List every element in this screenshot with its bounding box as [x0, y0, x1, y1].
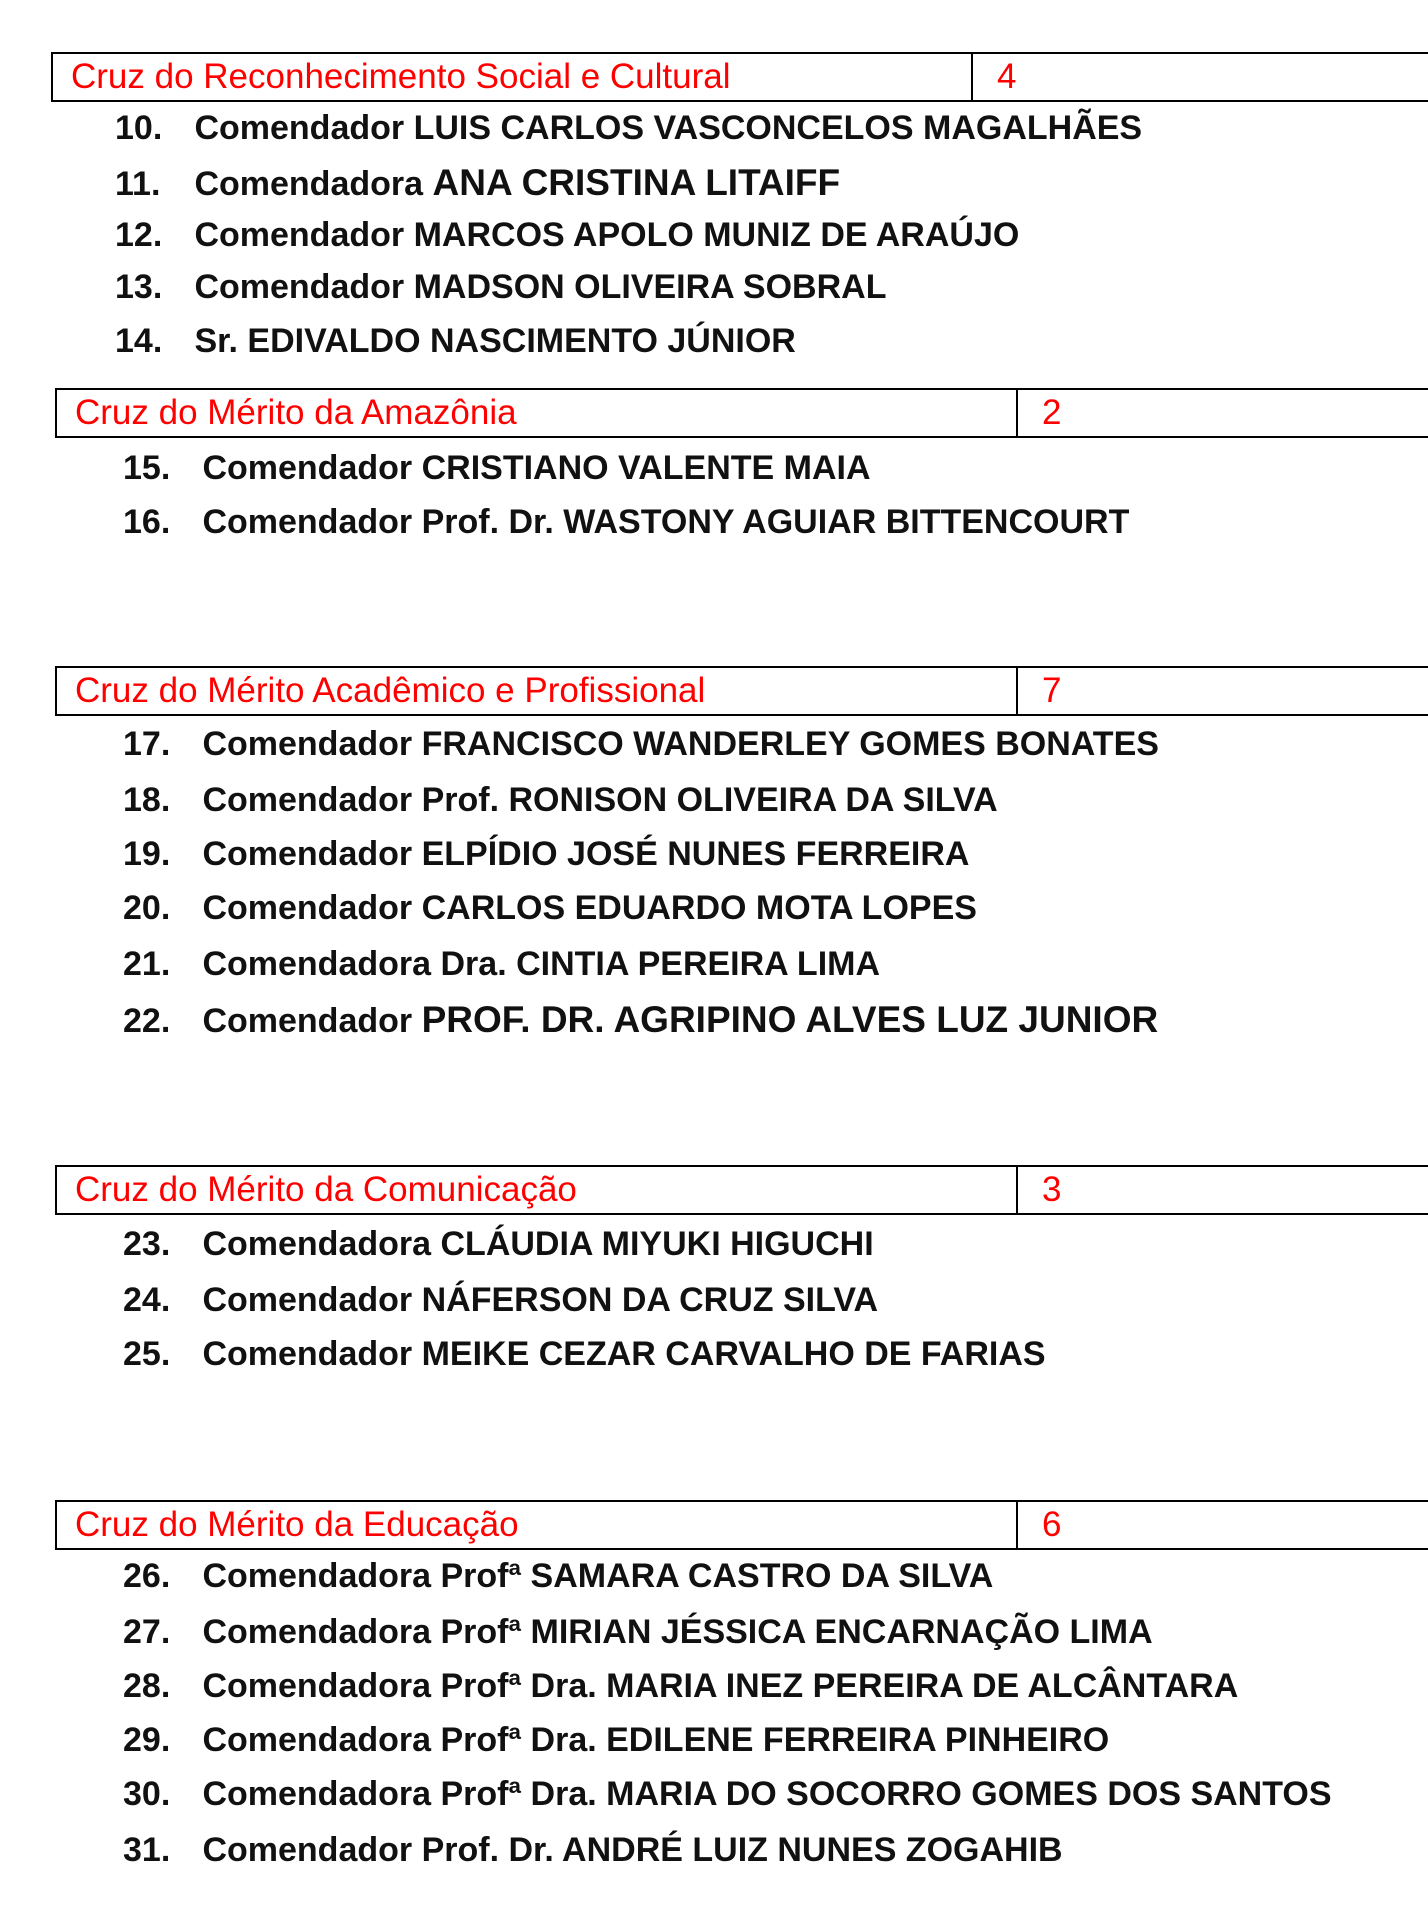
item-name: Profª MIRIAN JÉSSICA ENCARNAÇÃO LIMA — [440, 1613, 1153, 1651]
list-item — [123, 944, 880, 984]
item-name: CRISTIANO VALENTE MAIA — [421, 449, 871, 487]
list-item — [123, 1000, 1158, 1041]
list-item — [115, 108, 1142, 148]
item-name: MEIKE CEZAR CARVALHO DE FARIAS — [421, 1335, 1046, 1373]
list-item — [123, 1720, 1109, 1760]
list-item — [123, 1830, 1063, 1870]
item-title: Comendadora — [202, 945, 432, 983]
item-number: 26. — [123, 1557, 171, 1595]
category-header — [55, 666, 1428, 716]
category-name: Cruz do Mérito Acadêmico e Profissional — [57, 668, 1018, 714]
category-header — [55, 1165, 1428, 1215]
item-title: Comendadora — [202, 1667, 432, 1705]
item-name: MADSON OLIVEIRA SOBRAL — [413, 268, 887, 306]
item-number: 11. — [115, 165, 161, 203]
list-item — [123, 1774, 1332, 1814]
item-number: 19. — [123, 835, 171, 873]
item-number: 14. — [115, 322, 163, 360]
item-title: Comendador — [194, 268, 405, 306]
list-item — [123, 1280, 878, 1320]
list-item — [123, 724, 1159, 764]
item-number: 23. — [123, 1225, 171, 1263]
item-number: 15. — [123, 449, 171, 487]
category-count: 6 — [1042, 1505, 1062, 1544]
item-name: ELPÍDIO JOSÉ NUNES FERREIRA — [421, 835, 970, 873]
item-name: LUIS CARLOS VASCONCELOS MAGALHÃES — [413, 109, 1143, 147]
category-name: Cruz do Reconhecimento Social e Cultural — [53, 54, 973, 100]
list-item — [123, 1556, 993, 1596]
item-name: ANA CRISTINA LITAIFF — [432, 162, 841, 203]
item-title: Comendadora — [202, 1721, 432, 1759]
item-title: Comendadora — [202, 1613, 432, 1651]
item-number: 16. — [123, 503, 171, 541]
category-count: 4 — [997, 57, 1017, 96]
category-count: 3 — [1042, 1170, 1062, 1209]
list-item — [123, 834, 969, 874]
list-item — [123, 888, 977, 928]
item-name: CARLOS EDUARDO MOTA LOPES — [421, 889, 977, 927]
list-item — [123, 1224, 874, 1264]
item-title: Comendador — [202, 725, 413, 763]
item-number: 24. — [123, 1281, 171, 1319]
item-name: Prof. RONISON OLIVEIRA DA SILVA — [421, 781, 998, 819]
item-title: Comendador — [202, 1335, 413, 1373]
category-header — [55, 1500, 1428, 1550]
item-title: Comendador — [202, 449, 413, 487]
item-number: 22. — [123, 1002, 171, 1040]
item-number: 20. — [123, 889, 171, 927]
item-title: Comendador — [202, 503, 413, 541]
item-title: Comendador — [202, 1281, 413, 1319]
item-title: Comendador — [202, 1831, 413, 1869]
item-name: PROF. DR. AGRIPINO ALVES LUZ JUNIOR — [421, 999, 1159, 1040]
list-item — [115, 215, 1019, 255]
list-item — [115, 267, 886, 307]
item-title: Sr. — [194, 322, 238, 360]
item-name: Prof. Dr. ANDRÉ LUIZ NUNES ZOGAHIB — [421, 1831, 1063, 1869]
item-number: 17. — [123, 725, 171, 763]
item-name: EDIVALDO NASCIMENTO JÚNIOR — [247, 322, 796, 360]
item-name: MARCOS APOLO MUNIZ DE ARAÚJO — [413, 216, 1020, 254]
item-title: Comendadora — [194, 165, 424, 203]
item-number: 18. — [123, 781, 171, 819]
category-count: 7 — [1042, 671, 1062, 710]
item-title: Comendadora — [202, 1557, 432, 1595]
item-name: Dra. CINTIA PEREIRA LIMA — [440, 945, 881, 983]
item-name: NÁFERSON DA CRUZ SILVA — [421, 1281, 879, 1319]
item-name: FRANCISCO WANDERLEY GOMES BONATES — [421, 725, 1159, 763]
list-item — [123, 1666, 1238, 1706]
list-item — [123, 1612, 1153, 1652]
item-number: 31. — [123, 1831, 171, 1869]
item-title: Comendador — [202, 889, 413, 927]
item-title: Comendador — [202, 1002, 413, 1040]
item-number: 28. — [123, 1667, 171, 1705]
list-item — [123, 1334, 1046, 1374]
item-number: 10. — [115, 109, 163, 147]
category-name: Cruz do Mérito da Amazônia — [57, 390, 1018, 436]
category-name: Cruz do Mérito da Comunicação — [57, 1167, 1018, 1213]
item-name: Profª Dra. EDILENE FERREIRA PINHEIRO — [440, 1721, 1110, 1759]
item-number: 13. — [115, 268, 163, 306]
item-title: Comendadora — [202, 1225, 432, 1263]
item-number: 21. — [123, 945, 171, 983]
item-name: CLÁUDIA MIYUKI HIGUCHI — [440, 1225, 874, 1263]
item-name: Profª Dra. MARIA INEZ PEREIRA DE ALCÂNTARA — [440, 1667, 1239, 1705]
category-name: Cruz do Mérito da Educação — [57, 1502, 1018, 1548]
list-item — [123, 780, 998, 820]
item-title: Comendadora — [202, 1775, 432, 1813]
item-title: Comendador — [194, 109, 405, 147]
item-name: Profª Dra. MARIA DO SOCORRO GOMES DOS SANTOS — [440, 1775, 1332, 1813]
item-number: 25. — [123, 1335, 171, 1373]
item-title: Comendador — [202, 781, 413, 819]
item-title: Comendador — [202, 835, 413, 873]
list-item — [123, 448, 871, 488]
category-header — [55, 388, 1428, 438]
list-item — [115, 321, 796, 361]
category-header — [51, 52, 1428, 102]
category-count: 2 — [1042, 393, 1062, 432]
item-number: 30. — [123, 1775, 171, 1813]
list-item — [115, 163, 840, 204]
item-number: 12. — [115, 216, 163, 254]
item-title: Comendador — [194, 216, 405, 254]
list-item — [123, 502, 1129, 542]
item-number: 27. — [123, 1613, 171, 1651]
item-name: Prof. Dr. WASTONY AGUIAR BITTENCOURT — [421, 503, 1130, 541]
item-number: 29. — [123, 1721, 171, 1759]
item-name: Profª SAMARA CASTRO DA SILVA — [440, 1557, 994, 1595]
